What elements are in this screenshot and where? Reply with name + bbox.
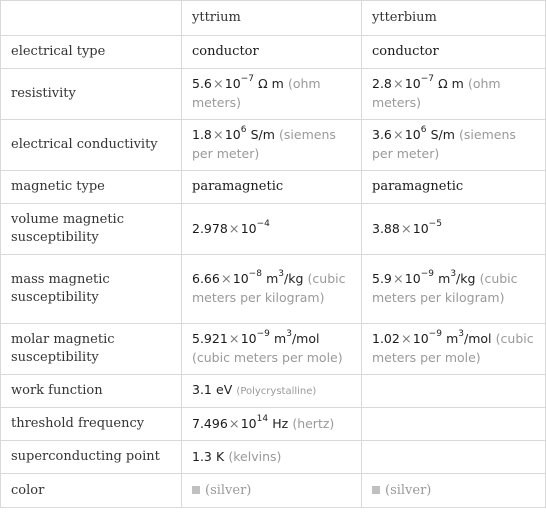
value-cell: $3.88\times 10^{-5}$ — [362, 204, 546, 255]
value-cell: $7.496\times 10^{14}$ Hz (hertz) — [182, 408, 362, 441]
value-cell: $3.6\times 10^6$ S/m (siemens per meter) — [362, 120, 546, 171]
base: 10 — [404, 271, 421, 286]
row-label: work function — [1, 375, 182, 408]
mantissa: 7.496 — [192, 415, 228, 431]
unit-exponent: 3 — [278, 269, 284, 279]
unit-name: (siemens per meter) — [192, 127, 336, 161]
unit-name: (cubic meters per kilogram) — [192, 271, 346, 305]
unit-suffix: /kg — [284, 271, 304, 286]
base: 10 — [224, 127, 241, 142]
mantissa: 5.9 — [372, 271, 392, 286]
value-cell: conductor — [182, 36, 362, 69]
table-row — [1, 474, 546, 508]
unit: m — [446, 331, 459, 346]
table-row — [1, 204, 546, 255]
row-label: mass magnetic susceptibility — [1, 255, 182, 324]
exponent: −4 — [256, 218, 270, 229]
table-row — [1, 441, 546, 474]
unit-name: (cubic meters per kilogram) — [372, 271, 518, 305]
mantissa: 1.8 — [192, 127, 212, 142]
unit: m — [266, 271, 279, 286]
row-label: color — [1, 474, 182, 508]
unit: S/m — [430, 127, 455, 142]
unit-exponent: 3 — [450, 269, 457, 279]
mantissa: 2.978 — [192, 220, 228, 236]
base: 10 — [232, 271, 249, 286]
row-label: volume magnetic susceptibility — [1, 204, 182, 255]
row-label: electrical conductivity — [1, 120, 182, 171]
exponent: 6 — [240, 125, 247, 135]
base: 10 — [404, 76, 421, 91]
exponent: −9 — [256, 329, 270, 339]
value-cell: $5.6\times 10^{-7}$ Ω m (ohm meters) — [182, 69, 362, 120]
value-cell — [182, 441, 362, 474]
note: (Polycrystalline) — [236, 386, 317, 397]
value-cell — [182, 474, 362, 508]
value-cell: conductor — [362, 36, 546, 69]
table-row — [1, 255, 546, 324]
column-header-ytterbium: ytterbium — [362, 1, 546, 36]
mantissa: 5.921 — [192, 331, 228, 346]
mantissa: 3.6 — [372, 127, 392, 142]
mantissa: 5.6 — [192, 76, 212, 91]
table-row — [1, 375, 546, 408]
value-cell: $2.978\times 10^{-4}$ — [182, 204, 362, 255]
table-row — [1, 69, 546, 120]
value-cell: $6.66\times 10^{-8}$ $m^3/kg$ (cubic meters per kilogram) — [182, 255, 362, 324]
value-cell: $1.02\times 10^{-9}$ $m^3$/mol (cubic meters per mole) — [362, 324, 546, 375]
corner-cell — [1, 1, 182, 36]
mantissa: 3.88 — [372, 220, 400, 236]
unit-exponent: 3 — [286, 329, 292, 339]
empty-cell — [362, 375, 546, 408]
unit: eV — [216, 382, 233, 397]
color-swatch — [372, 486, 380, 494]
mantissa: 1.02 — [372, 331, 400, 346]
unit-suffix: /kg — [456, 271, 476, 286]
exponent: −8 — [248, 269, 262, 279]
base: 10 — [412, 220, 429, 236]
unit: m — [438, 271, 451, 286]
base: 10 — [240, 415, 257, 431]
value-cell: $2.8\times 10^{-7}$ Ω m (ohm meters) — [362, 69, 546, 120]
value-cell — [362, 474, 546, 508]
base: 10 — [240, 220, 257, 236]
exponent: −5 — [428, 218, 442, 229]
row-label: resistivity — [1, 69, 182, 120]
unit-name: (siemens per meter) — [372, 127, 516, 161]
table-row — [1, 324, 546, 375]
exponent: 14 — [256, 413, 269, 424]
exponent: −7 — [240, 74, 254, 84]
exponent: −7 — [420, 74, 434, 84]
value: 3.1 — [192, 382, 212, 397]
row-label: superconducting point — [1, 441, 182, 474]
unit-suffix: /mol — [464, 331, 492, 346]
mantissa: 2.8 — [372, 76, 392, 91]
color-label: (silver) — [385, 482, 432, 498]
value-cell: $5.921\times 10^{-9}$ $m^3$/mol (cubic meters per mole) — [182, 324, 362, 375]
exponent: 6 — [420, 125, 427, 135]
unit: S/m — [250, 127, 275, 142]
unit: m — [274, 331, 287, 346]
value-cell: paramagnetic — [182, 171, 362, 204]
unit-name: (kelvins) — [228, 448, 282, 464]
unit: Ω m — [438, 76, 464, 91]
value-cell — [182, 375, 362, 408]
unit-name: (ohm meters) — [372, 76, 501, 110]
table-row — [1, 36, 546, 69]
unit: Ω m — [258, 76, 284, 91]
value-cell: $5.9\times 10^{-9}$ $m^3/kg$ (cubic meters per kilogram) — [362, 255, 546, 324]
empty-cell — [362, 441, 546, 474]
unit: K — [216, 448, 225, 464]
unit-exponent: 3 — [458, 329, 464, 339]
unit-name: (cubic meters per mole) — [192, 350, 343, 365]
row-label: magnetic type — [1, 171, 182, 204]
row-label: threshold frequency — [1, 408, 182, 441]
empty-cell — [362, 408, 546, 441]
mantissa: 6.66 — [192, 271, 220, 286]
table-row — [1, 171, 546, 204]
value: 1.3 — [192, 448, 212, 464]
table-row — [1, 408, 546, 441]
base: 10 — [240, 331, 257, 346]
unit-name: (hertz) — [292, 415, 335, 431]
unit: Hz — [272, 415, 289, 431]
header-row — [1, 1, 546, 36]
value-cell: $1.8\times 10^6$ S/m (siemens per meter) — [182, 120, 362, 171]
base: 10 — [404, 127, 421, 142]
row-label: molar magnetic susceptibility — [1, 324, 182, 375]
exponent: −9 — [428, 329, 442, 339]
exponent: −9 — [420, 269, 434, 279]
base: 10 — [224, 76, 241, 91]
column-header-yttrium: yttrium — [182, 1, 362, 36]
color-swatch — [192, 486, 200, 494]
unit-name: (ohm meters) — [192, 76, 321, 110]
row-label: electrical type — [1, 36, 182, 69]
value-cell: paramagnetic — [362, 171, 546, 204]
unit-name: (cubic meters per mole) — [372, 331, 534, 365]
base: 10 — [412, 331, 429, 346]
unit-suffix: /mol — [291, 331, 320, 346]
color-label: (silver) — [205, 482, 252, 498]
table-row — [1, 120, 546, 171]
